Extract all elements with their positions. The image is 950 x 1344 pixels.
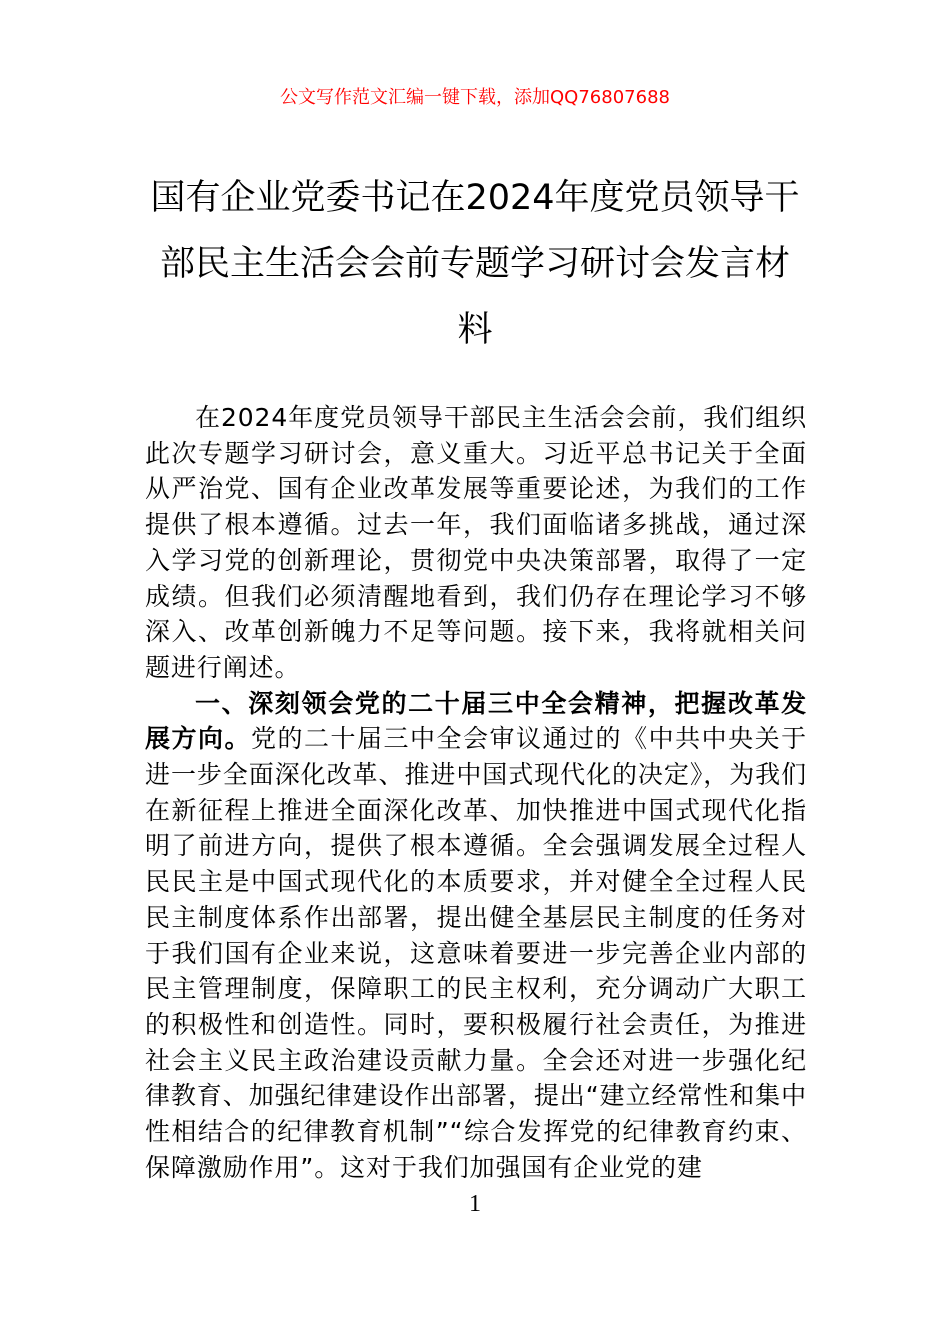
paragraph-section-one (145, 686, 807, 1186)
download-promo-link[interactable]: 公文写作范文汇编一键下载，添加QQ76807688 (280, 87, 670, 108)
document-body (145, 400, 807, 1185)
paragraph-intro: 在2024年度党员领导干部民主生活会会前，我们组织此次专题学习研讨会，意义重大。习近平总书记关于全面从严治党、国有企业改革发展等重要论述，为我们的工作提供了根本遵循。过去一年，我们面临诸多挑战，通过深入学习党的创新理论，贯彻党中央决策部署，取得了一定成绩。但我们必须清醒地看到，我们仍存在理论学习不够深入、改革创新魄力不足等问题。接下来，我将就相关问题进行阐述。 (145, 403, 807, 682)
document-title: 国有企业党委书记在2024年度党员领导干部民主生活会会前专题学习研讨会发言材料 (150, 178, 800, 350)
section-one-heading: 一、深刻领会党的二十届三中全会精神，把握改革发展方向。 (145, 688, 807, 754)
page-number: 1 (469, 1191, 481, 1217)
section-one-text: 党的二十届三中全会审议通过的《中共中央关于进一步全面深化改革、推进中国式现代化的决定》，为我们在新征程上推进全面深化改革、加快推进中国式现代化指明了前进方向，提供了根本遵循。全会强调发展全过程人民民主是中国式现代化的本质要求，并对健全全过程人民民主制度体系作出部署，提出健全基层民主制度的任务对于我们国有企业来说，这意味着要进一步完善企业内部的民主管理制度，保障职工的民主权利，充分调动广大职工的积极性和创造性。同时，要积极履行社会责任，为推进社会主义民主政治建设贡献力量。全会还对进一步强化纪律教育、加强纪律建设作出部署，提出“建立经常性和集中性相结合的纪律教育机制”“综合发挥党的纪律教育约束、保障激励作用”。这对于我们加强国有企业党的建 (145, 724, 807, 1182)
